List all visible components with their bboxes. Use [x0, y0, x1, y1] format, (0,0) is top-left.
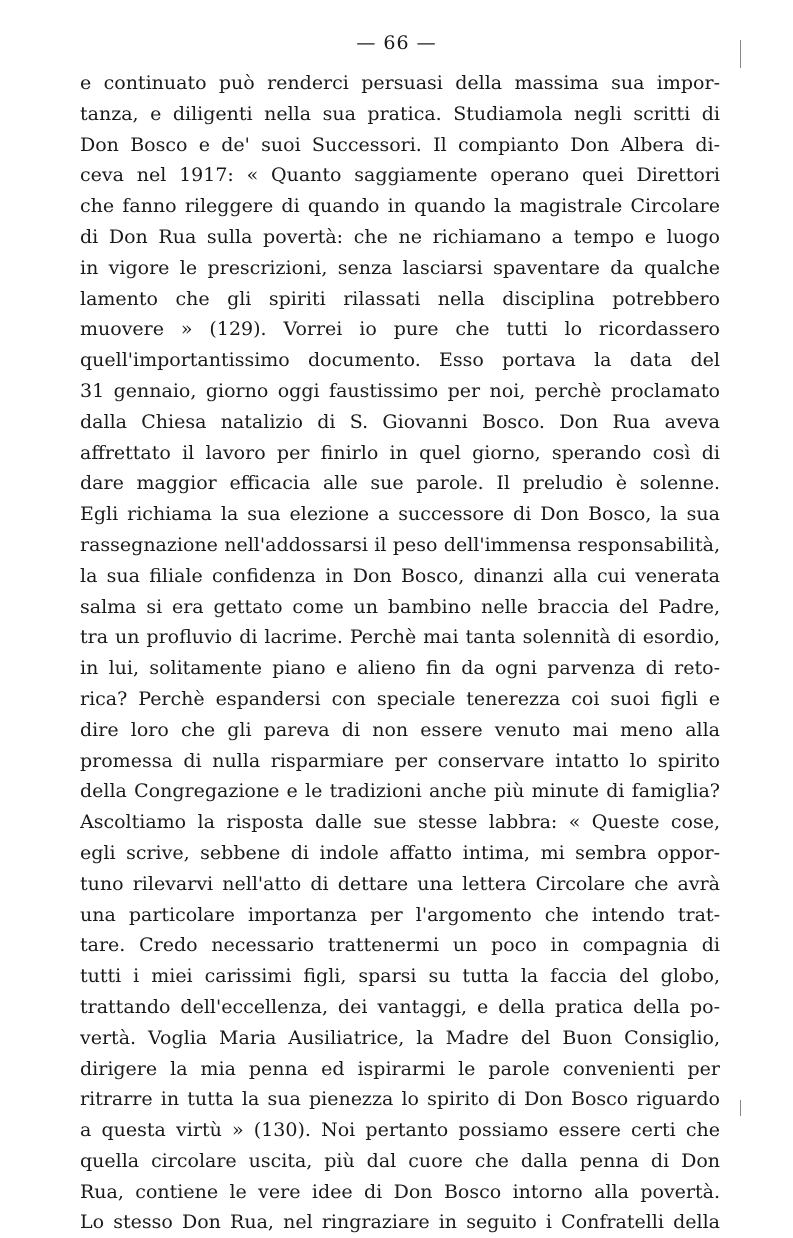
- text-line: Lo stesso Don Rua, nel ringraziare in seguito i Confratelli della: [80, 1211, 720, 1234]
- page-number: — 66 —: [356, 32, 437, 54]
- text-line: che fanno rileggere di quando in quando la magistrale Circolare: [80, 195, 720, 218]
- scan-margin-mark: [740, 40, 741, 68]
- text-line: quell'importantissimo documento. Esso portava la data del: [80, 349, 720, 372]
- text-line: dalla Chiesa natalizio di S. Giovanni Bosco. Don Rua aveva: [80, 410, 720, 433]
- text-line: Don Bosco e de' suoi Successori. Il compianto Don Albera di-: [80, 133, 720, 156]
- text-line: dirigere la mia penna ed ispirarmi le parole convenienti per: [80, 1057, 720, 1080]
- scan-margin-mark: [740, 1100, 741, 1116]
- text-line: una particolare importanza per l'argomento che intendo trat-: [80, 903, 720, 926]
- text-line: Ascoltiamo la risposta dalle sue stesse labbra: « Queste cose,: [80, 811, 720, 834]
- text-line: la sua filiale confidenza in Don Bosco, dinanzi alla cui venerata: [80, 564, 720, 587]
- text-line: in vigore le prescrizioni, senza lasciarsi spaventare da qualche: [80, 256, 720, 279]
- text-line: della Congregazione e le tradizioni anche più minute di famiglia?: [80, 780, 720, 803]
- text-line: dare maggior efficacia alle sue parole. Il preludio è solenne.: [80, 472, 720, 495]
- text-line: tare. Credo necessario trattenermi un poco in compagnia di: [80, 934, 720, 957]
- text-line: tuno rilevarvi nell'atto di dettare una lettera Circolare che avrà: [80, 872, 720, 895]
- text-line: egli scrive, sebbene di indole affatto intima, mi sembra oppor-: [80, 841, 720, 864]
- text-line: promessa di nulla risparmiare per conservare intatto lo spirito: [80, 749, 720, 772]
- text-line: di Don Rua sulla povertà: che ne richiamano a tempo e luogo: [80, 225, 720, 248]
- text-line: quella circolare uscita, più dal cuore che dalla penna di Don: [80, 1149, 720, 1172]
- text-line: 31 gennaio, giorno oggi faustissimo per noi, perchè proclamato: [80, 379, 720, 402]
- text-line: ceva nel 1917: « Quanto saggiamente operano quei Direttori: [80, 164, 720, 187]
- text-line: ritrarre in tutta la sua pienezza lo spirito di Don Bosco riguardo: [80, 1088, 720, 1111]
- text-line: muovere » (129). Vorrei io pure che tutti lo ricordassero: [80, 318, 720, 341]
- text-line: Rua, contiene le vere idee di Don Bosco intorno alla povertà.: [80, 1180, 720, 1203]
- text-line: vertà. Voglia Maria Ausiliatrice, la Madre del Buon Consiglio,: [80, 1026, 720, 1049]
- text-line: Egli richiama la sua elezione a successore di Don Bosco, la sua: [80, 503, 720, 526]
- text-line: e continuato può renderci persuasi della massima sua impor-: [80, 72, 720, 94]
- text-line: trattando dell'eccellenza, dei vantaggi, e della pratica della po-: [80, 995, 720, 1018]
- text-line: tutti i miei carissimi figli, sparsi su tutta la faccia del globo,: [80, 965, 720, 988]
- text-line: rassegnazione nell'addossarsi il peso dell'immensa responsabilità,: [80, 533, 720, 556]
- text-line: rica? Perchè espandersi con speciale tenerezza coi suoi figli e: [80, 687, 720, 710]
- text-line: a questa virtù » (130). Noi pertanto possiamo essere certi che: [80, 1119, 720, 1142]
- text-line: lamento che gli spiriti rilassati nella disciplina potrebbero: [80, 287, 720, 310]
- text-line: tanza, e diligenti nella sua pratica. Studiamola negli scritti di: [80, 102, 720, 125]
- text-line: salma si era gettato come un bambino nelle braccia del Padre,: [80, 595, 720, 618]
- body-text: [80, 68, 720, 1238]
- text-line: in lui, solitamente piano e alieno fin da ogni parvenza di reto-: [80, 657, 720, 680]
- text-line: affrettato il lavoro per finirlo in quel giorno, sperando così di: [80, 441, 720, 464]
- text-line: tra un profluvio di lacrime. Perchè mai tanta solennità di esordio,: [80, 626, 720, 649]
- text-line: dire loro che gli pareva di non essere venuto mai meno alla: [80, 718, 720, 741]
